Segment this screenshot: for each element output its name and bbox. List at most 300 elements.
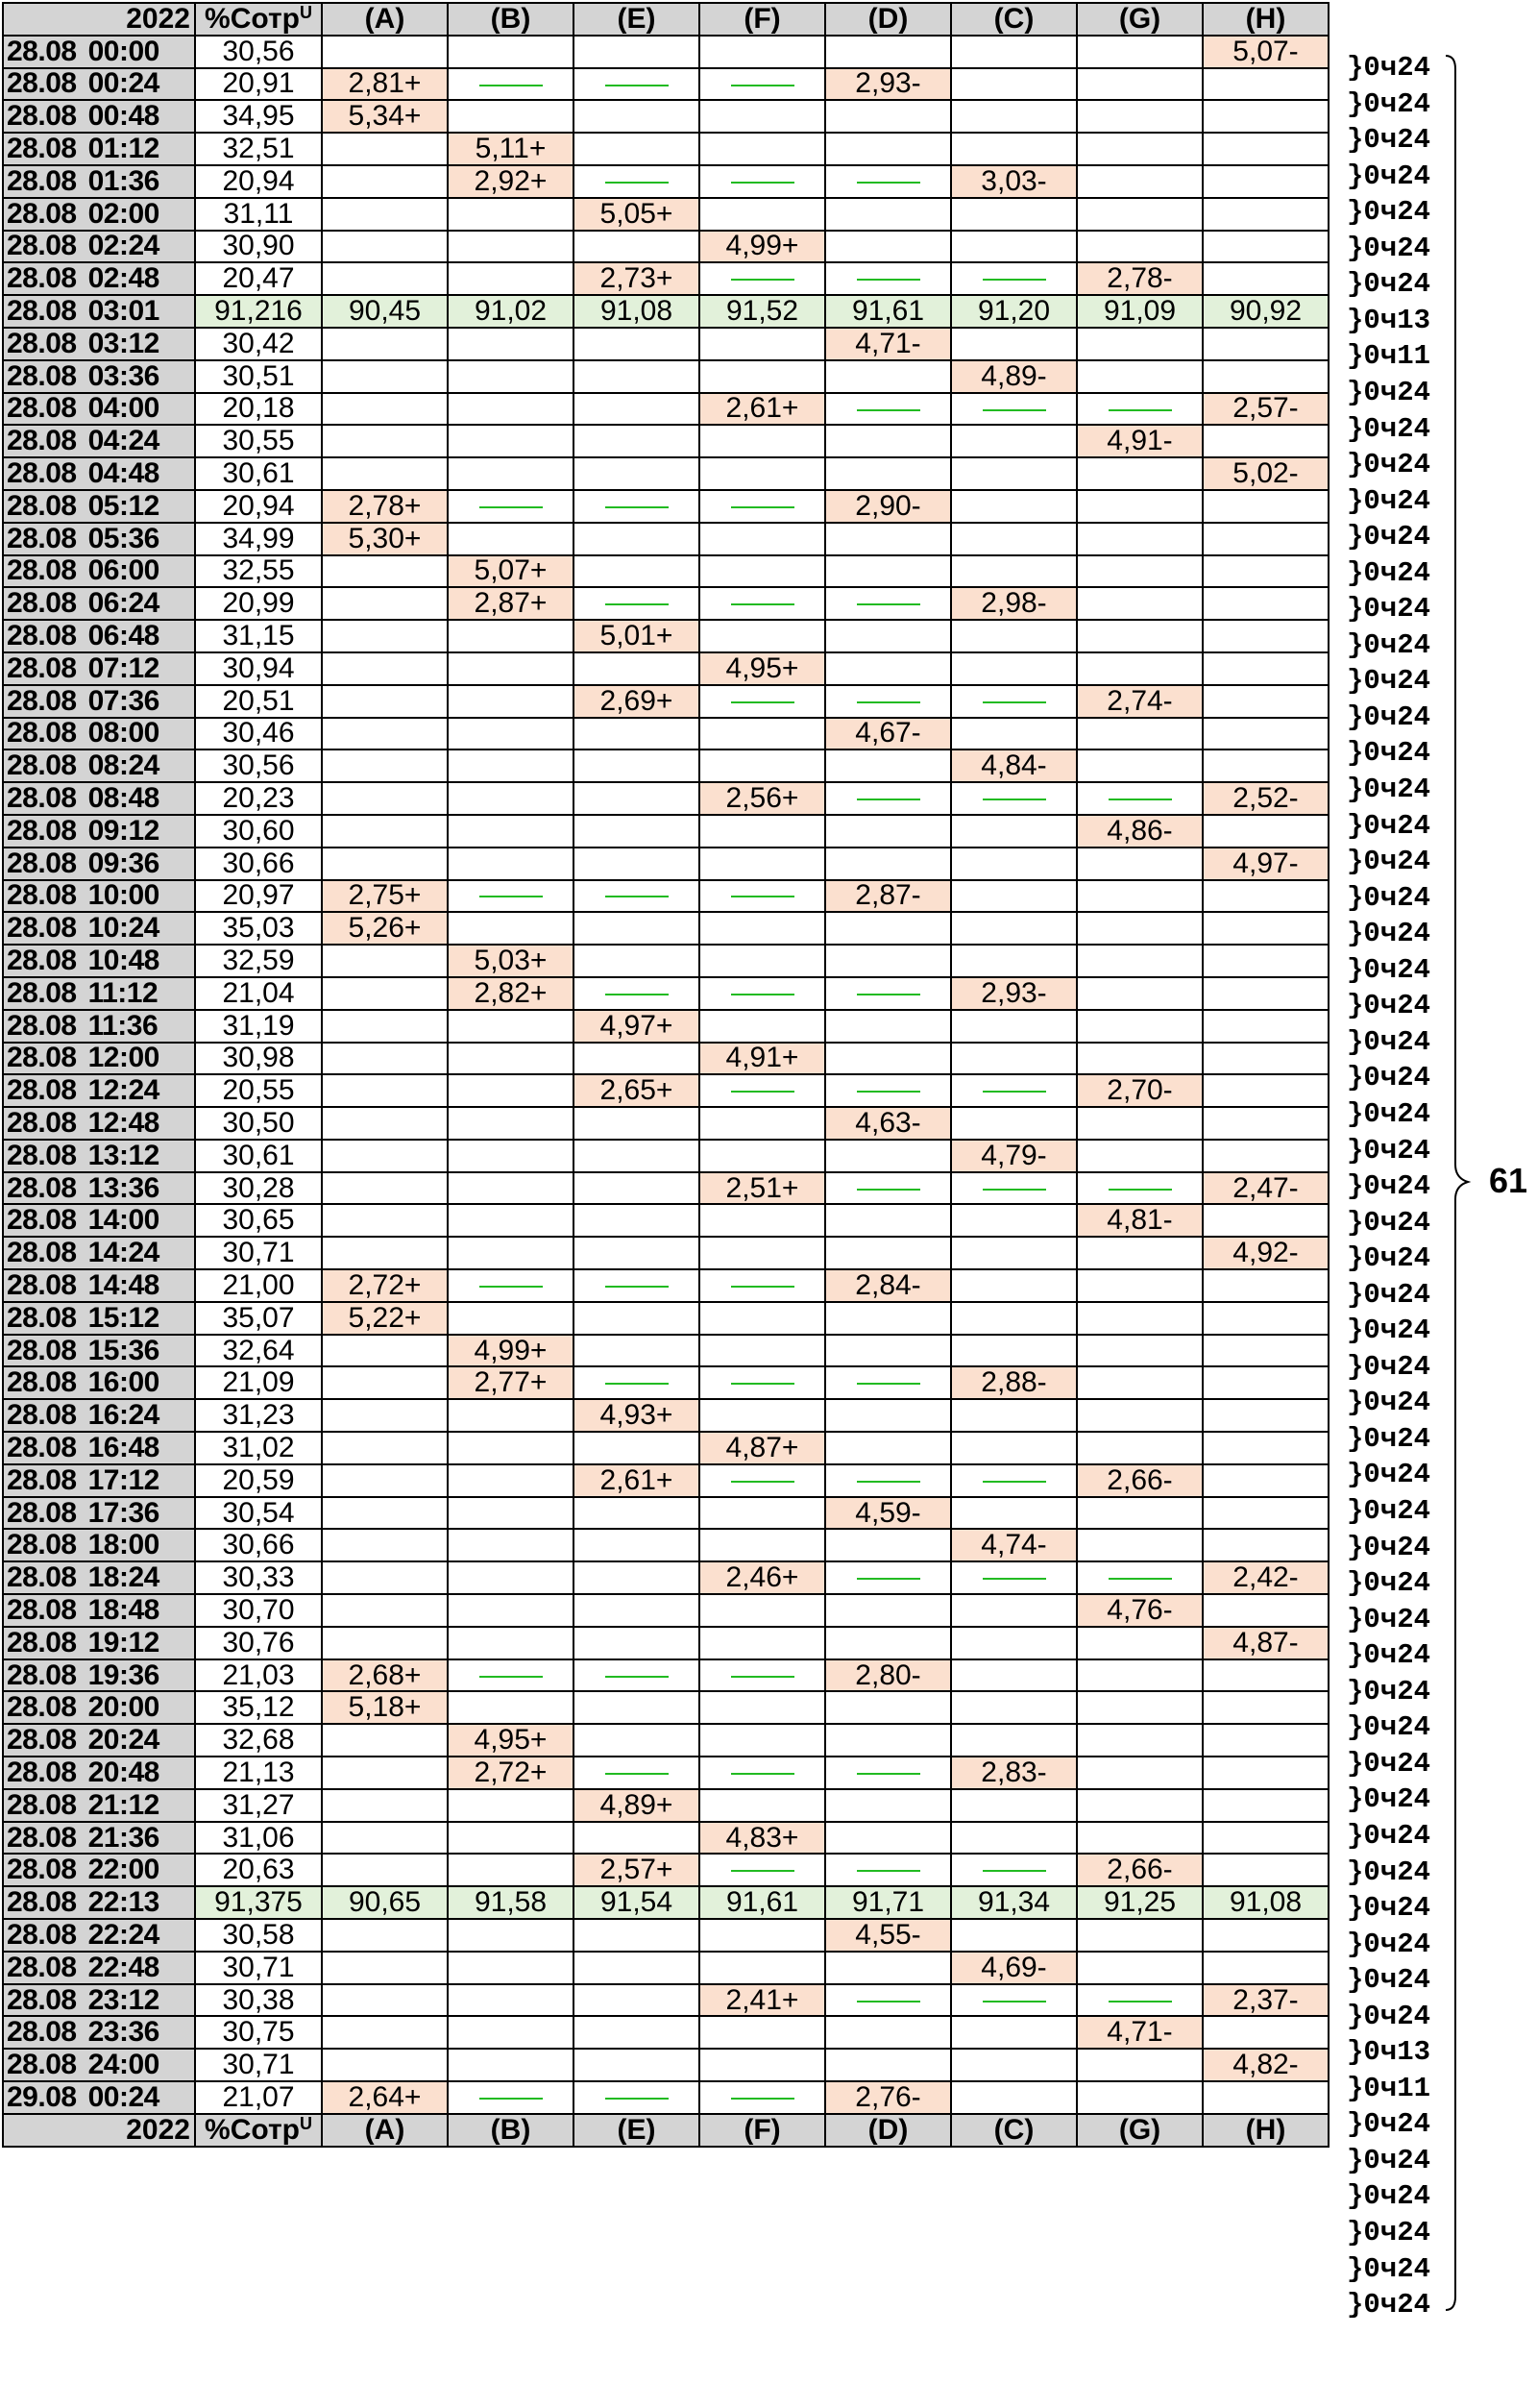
dash-line-icon xyxy=(983,2001,1046,2003)
cell-d xyxy=(825,1464,951,1497)
cell-c xyxy=(951,36,1077,68)
cell-a: 2,81+ xyxy=(322,68,448,101)
cell-h: 2,47- xyxy=(1203,1172,1329,1205)
interval-label: }0ч24 xyxy=(1347,809,1431,842)
cell-a xyxy=(322,1497,448,1530)
cell-f xyxy=(699,1854,825,1886)
cell-g xyxy=(1077,880,1203,913)
cell-d xyxy=(825,1757,951,1789)
cell-g: 2,74- xyxy=(1077,685,1203,718)
cell-a xyxy=(322,457,448,490)
dash-line-icon xyxy=(983,1481,1046,1483)
cell-g xyxy=(1077,68,1203,101)
cell-f xyxy=(699,587,825,620)
cell-e xyxy=(573,360,699,393)
cell-b: 91,58 xyxy=(448,1886,573,1919)
cell-e xyxy=(573,328,699,360)
cell-d xyxy=(825,977,951,1010)
percent-cell: 30,46 xyxy=(195,718,322,750)
cell-h xyxy=(1203,490,1329,523)
cell-c xyxy=(951,1627,1077,1659)
cell-f xyxy=(699,1659,825,1692)
interval-annotations xyxy=(1345,0,1537,2408)
cell-d xyxy=(825,36,951,68)
dash-line-icon xyxy=(983,279,1046,281)
cell-f: 2,56+ xyxy=(699,782,825,815)
timestamp-cell xyxy=(3,1172,195,1205)
column-header-b: (B) xyxy=(448,3,573,36)
cell-h xyxy=(1203,1919,1329,1952)
table-row xyxy=(3,880,1329,913)
cell-b xyxy=(448,262,573,295)
cell-c: 91,20 xyxy=(951,295,1077,328)
cell-b xyxy=(448,198,573,231)
dash-line-icon xyxy=(479,2098,543,2100)
cell-f: 91,61 xyxy=(699,1886,825,1919)
cell-e xyxy=(573,1627,699,1659)
cell-a xyxy=(322,1757,448,1789)
date-text: 28.08 xyxy=(7,2016,77,2049)
cell-e xyxy=(573,1594,699,1627)
cell-d xyxy=(825,100,951,133)
table-row xyxy=(3,848,1329,880)
timestamp-cell xyxy=(3,1366,195,1399)
cell-e: 2,57+ xyxy=(573,1854,699,1886)
cell-h xyxy=(1203,587,1329,620)
time-text: 08:00 xyxy=(87,717,159,749)
cell-b: 5,11+ xyxy=(448,133,573,165)
time-text: 10:24 xyxy=(87,912,159,945)
cell-b xyxy=(448,1919,573,1952)
cell-d xyxy=(825,1366,951,1399)
cell-f xyxy=(699,1789,825,1822)
cell-c xyxy=(951,1854,1077,1886)
cell-h xyxy=(1203,912,1329,945)
cell-e xyxy=(573,587,699,620)
dash-line-icon xyxy=(983,1578,1046,1580)
cell-c xyxy=(951,1561,1077,1594)
date-text: 28.08 xyxy=(7,1886,77,1919)
cell-d xyxy=(825,1399,951,1432)
cell-a: 2,75+ xyxy=(322,880,448,913)
cell-g xyxy=(1077,977,1203,1010)
percent-cell: 91,216 xyxy=(195,295,322,328)
column-header-a: (A) xyxy=(322,3,448,36)
cell-f xyxy=(699,1335,825,1367)
cell-b: 2,87+ xyxy=(448,587,573,620)
cell-f xyxy=(699,523,825,555)
cell-b xyxy=(448,523,573,555)
percent-cell: 21,04 xyxy=(195,977,322,1010)
date-text: 28.08 xyxy=(7,230,77,262)
cell-d xyxy=(825,1172,951,1205)
dash-line-icon xyxy=(857,799,920,800)
timestamp-cell xyxy=(3,295,195,328)
table-row xyxy=(3,523,1329,555)
cell-f xyxy=(699,749,825,782)
cell-g xyxy=(1077,393,1203,426)
date-text: 28.08 xyxy=(7,620,77,652)
cell-d: 2,87- xyxy=(825,880,951,913)
time-text: 07:36 xyxy=(87,684,159,717)
dash-line-icon xyxy=(731,182,794,184)
cell-b xyxy=(448,1074,573,1107)
timestamp-cell xyxy=(3,1237,195,1269)
timestamp-cell xyxy=(3,1302,195,1335)
cell-a xyxy=(322,555,448,588)
dash-line-icon xyxy=(731,2098,794,2100)
table-row xyxy=(3,425,1329,457)
date-text: 28.08 xyxy=(7,847,77,879)
table-row xyxy=(3,1724,1329,1757)
percent-cell: 30,66 xyxy=(195,1529,322,1561)
cell-b: 2,92+ xyxy=(448,165,573,198)
cell-c xyxy=(951,198,1077,231)
column-header-f: (F) xyxy=(699,3,825,36)
cell-g xyxy=(1077,1691,1203,1724)
cell-e xyxy=(573,231,699,263)
cell-c xyxy=(951,1919,1077,1952)
table-row xyxy=(3,165,1329,198)
time-text: 18:24 xyxy=(87,1561,159,1594)
cell-b xyxy=(448,231,573,263)
cell-c xyxy=(951,1107,1077,1140)
column-header-e: (E) xyxy=(573,3,699,36)
dash-line-icon xyxy=(479,1286,543,1288)
date-text: 28.08 xyxy=(7,1919,77,1951)
interval-label: }0ч11 xyxy=(1347,340,1431,373)
time-text: 20:24 xyxy=(87,1724,159,1757)
cell-a xyxy=(322,425,448,457)
cell-g xyxy=(1077,1627,1203,1659)
dash-line-icon xyxy=(983,1091,1046,1093)
cell-e: 91,08 xyxy=(573,295,699,328)
cell-a xyxy=(322,782,448,815)
time-text: 14:00 xyxy=(87,1204,159,1237)
percent-footer xyxy=(195,2114,322,2147)
cell-g xyxy=(1077,490,1203,523)
timestamp-cell xyxy=(3,393,195,426)
cell-g: 91,25 xyxy=(1077,1886,1203,1919)
cell-a xyxy=(322,685,448,718)
interval-label: }0ч24 xyxy=(1347,846,1431,878)
dash-line-icon xyxy=(731,603,794,605)
cell-d xyxy=(825,1594,951,1627)
timestamp-cell xyxy=(3,425,195,457)
cell-c xyxy=(951,782,1077,815)
cell-h: 4,97- xyxy=(1203,848,1329,880)
cell-h xyxy=(1203,1724,1329,1757)
timestamp-cell xyxy=(3,620,195,652)
table-row xyxy=(3,1269,1329,1302)
cell-d xyxy=(825,165,951,198)
time-text: 03:01 xyxy=(87,295,159,328)
table-row xyxy=(3,1302,1329,1335)
header-row xyxy=(3,3,1329,36)
percent-cell: 30,28 xyxy=(195,1172,322,1205)
cell-g xyxy=(1077,1010,1203,1043)
dash-line-icon xyxy=(857,279,920,281)
interval-label: }0ч24 xyxy=(1347,628,1431,661)
cell-f xyxy=(699,620,825,652)
time-text: 12:24 xyxy=(87,1074,159,1107)
cell-b xyxy=(448,815,573,848)
cell-b xyxy=(448,1497,573,1530)
interval-label: }0ч24 xyxy=(1347,881,1431,914)
cell-e xyxy=(573,1691,699,1724)
cell-f xyxy=(699,848,825,880)
cell-h: 2,37- xyxy=(1203,1984,1329,2017)
timestamp-cell xyxy=(3,718,195,750)
cell-b xyxy=(448,100,573,133)
cell-b xyxy=(448,620,573,652)
time-text: 00:48 xyxy=(87,100,159,133)
dash-line-icon xyxy=(605,85,669,86)
interval-label: }0ч24 xyxy=(1347,1531,1431,1563)
percent-cell: 20,63 xyxy=(195,1854,322,1886)
time-text: 08:24 xyxy=(87,749,159,782)
interval-label: }0ч24 xyxy=(1347,1783,1431,1816)
interval-label: }0ч24 xyxy=(1347,1315,1431,1347)
cell-e xyxy=(573,523,699,555)
percent-cell: 32,68 xyxy=(195,1724,322,1757)
interval-label: }0ч24 xyxy=(1347,2000,1431,2032)
cell-a xyxy=(322,1140,448,1172)
table-row xyxy=(3,685,1329,718)
percent-cell: 20,55 xyxy=(195,1074,322,1107)
interval-label: }0ч24 xyxy=(1347,376,1431,408)
cell-b xyxy=(448,880,573,913)
cell-e: 4,89+ xyxy=(573,1789,699,1822)
percent-cell: 20,94 xyxy=(195,490,322,523)
cell-e xyxy=(573,1952,699,1984)
time-text: 22:48 xyxy=(87,1951,159,1983)
cell-h: 5,02- xyxy=(1203,457,1329,490)
percent-header xyxy=(195,3,322,36)
cell-e xyxy=(573,718,699,750)
percent-cell: 20,23 xyxy=(195,782,322,815)
table-row xyxy=(3,1529,1329,1561)
cell-e xyxy=(573,815,699,848)
cell-f: 2,46+ xyxy=(699,1561,825,1594)
cell-c xyxy=(951,2049,1077,2081)
cell-a xyxy=(322,262,448,295)
interval-label: }0ч24 xyxy=(1347,521,1431,553)
timestamp-cell xyxy=(3,523,195,555)
table-row xyxy=(3,1043,1329,1075)
table-row xyxy=(3,945,1329,977)
date-text: 28.08 xyxy=(7,1432,77,1463)
cell-h xyxy=(1203,1594,1329,1627)
percent-cell: 31,06 xyxy=(195,1822,322,1855)
cell-g: 2,70- xyxy=(1077,1074,1203,1107)
table-row xyxy=(3,1172,1329,1205)
cell-g xyxy=(1077,1789,1203,1822)
column-header-g: (G) xyxy=(1077,3,1203,36)
cell-b xyxy=(448,2016,573,2049)
cell-d xyxy=(825,945,951,977)
cell-h xyxy=(1203,1335,1329,1367)
cell-f xyxy=(699,1594,825,1627)
cell-e xyxy=(573,1237,699,1269)
cell-d xyxy=(825,262,951,295)
cell-a: 5,34+ xyxy=(322,100,448,133)
percent-cell: 31,27 xyxy=(195,1789,322,1822)
timestamp-cell xyxy=(3,1010,195,1043)
timestamp-cell xyxy=(3,100,195,133)
cell-g xyxy=(1077,652,1203,685)
cell-c: 3,03- xyxy=(951,165,1077,198)
timestamp-cell xyxy=(3,1497,195,1530)
dash-line-icon xyxy=(731,85,794,86)
percent-cell: 34,95 xyxy=(195,100,322,133)
date-text: 28.08 xyxy=(7,35,77,67)
date-text: 28.08 xyxy=(7,587,77,620)
dash-line-icon xyxy=(479,85,543,86)
date-text: 28.08 xyxy=(7,1821,77,1854)
cell-d xyxy=(825,1691,951,1724)
time-text: 16:48 xyxy=(87,1432,159,1463)
table-row xyxy=(3,1399,1329,1432)
table-row xyxy=(3,231,1329,263)
date-text: 28.08 xyxy=(7,1366,77,1399)
cell-e: 5,05+ xyxy=(573,198,699,231)
date-text: 28.08 xyxy=(7,1724,77,1757)
cell-a xyxy=(322,1822,448,1855)
cell-f: 4,91+ xyxy=(699,1043,825,1075)
cell-e xyxy=(573,1432,699,1464)
time-text: 22:13 xyxy=(87,1886,159,1919)
cell-a xyxy=(322,1432,448,1464)
cell-h xyxy=(1203,620,1329,652)
table-row xyxy=(3,1107,1329,1140)
cell-h xyxy=(1203,1854,1329,1886)
percent-cell: 32,64 xyxy=(195,1335,322,1367)
dash-line-icon xyxy=(1109,799,1172,800)
cell-g xyxy=(1077,2081,1203,2114)
interval-label: }0ч24 xyxy=(1347,1855,1431,1888)
cell-d xyxy=(825,1952,951,1984)
cell-e: 4,93+ xyxy=(573,1399,699,1432)
table-row xyxy=(3,393,1329,426)
time-text: 00:24 xyxy=(87,67,159,100)
cell-a xyxy=(322,620,448,652)
cell-f xyxy=(699,1237,825,1269)
interval-label: }0ч11 xyxy=(1347,2072,1431,2104)
cell-c xyxy=(951,68,1077,101)
timestamp-cell xyxy=(3,1952,195,1984)
cell-h xyxy=(1203,815,1329,848)
date-text: 28.08 xyxy=(7,1463,77,1496)
year-footer: 2022 xyxy=(3,2114,195,2147)
date-text: 28.08 xyxy=(7,1301,77,1334)
table-row xyxy=(3,1335,1329,1367)
dash-line-icon xyxy=(731,1481,794,1483)
cell-g xyxy=(1077,36,1203,68)
cell-g xyxy=(1077,912,1203,945)
cell-c xyxy=(951,133,1077,165)
timestamp-cell xyxy=(3,945,195,977)
cell-g xyxy=(1077,945,1203,977)
cell-h xyxy=(1203,231,1329,263)
cell-c: 4,79- xyxy=(951,1140,1077,1172)
cell-g: 4,86- xyxy=(1077,815,1203,848)
time-text: 10:00 xyxy=(87,879,159,912)
interval-label: }0ч24 xyxy=(1347,953,1431,986)
cell-d: 4,59- xyxy=(825,1497,951,1530)
cell-h: 2,57- xyxy=(1203,393,1329,426)
percent-cell: 20,97 xyxy=(195,880,322,913)
dash-line-icon xyxy=(857,1578,920,1580)
cell-g xyxy=(1077,1984,1203,2017)
cell-e xyxy=(573,1172,699,1205)
cell-a: 2,64+ xyxy=(322,2081,448,2114)
cell-e xyxy=(573,1724,699,1757)
date-text: 28.08 xyxy=(7,295,77,328)
interval-label: }0ч24 xyxy=(1347,1819,1431,1852)
time-text: 14:48 xyxy=(87,1269,159,1301)
percent-cell: 30,60 xyxy=(195,815,322,848)
percent-cell: 20,91 xyxy=(195,68,322,101)
timestamp-cell xyxy=(3,1691,195,1724)
date-text: 28.08 xyxy=(7,912,77,945)
cell-d: 2,76- xyxy=(825,2081,951,2114)
dash-line-icon xyxy=(857,603,920,605)
cell-e: 2,73+ xyxy=(573,262,699,295)
cell-c xyxy=(951,231,1077,263)
timestamp-cell xyxy=(3,912,195,945)
cell-g xyxy=(1077,620,1203,652)
schedule-table xyxy=(2,2,1330,2148)
percent-cell: 35,03 xyxy=(195,912,322,945)
cell-a xyxy=(322,1724,448,1757)
time-text: 00:24 xyxy=(87,2081,159,2113)
cell-a xyxy=(322,36,448,68)
cell-f xyxy=(699,2049,825,2081)
cell-g xyxy=(1077,1172,1203,1205)
interval-label: }0ч24 xyxy=(1347,2289,1431,2322)
dash-line-icon xyxy=(731,1773,794,1775)
cell-e xyxy=(573,133,699,165)
dash-line-icon xyxy=(731,896,794,897)
dash-line-icon xyxy=(983,701,1046,703)
date-text: 28.08 xyxy=(7,1074,77,1107)
interval-label: }0ч24 xyxy=(1347,1892,1431,1925)
cell-g: 4,91- xyxy=(1077,425,1203,457)
cell-b xyxy=(448,1594,573,1627)
cell-b xyxy=(448,490,573,523)
cell-e xyxy=(573,1919,699,1952)
time-text: 06:00 xyxy=(87,554,159,587)
percent-cell: 20,94 xyxy=(195,165,322,198)
percent-cell: 30,90 xyxy=(195,231,322,263)
cell-b xyxy=(448,1399,573,1432)
cell-g xyxy=(1077,231,1203,263)
timestamp-cell xyxy=(3,1757,195,1789)
interval-label: }0ч24 xyxy=(1347,1964,1431,1997)
cell-e xyxy=(573,1659,699,1692)
dash-line-icon xyxy=(1109,2001,1172,2003)
cell-d xyxy=(825,1302,951,1335)
cell-e xyxy=(573,977,699,1010)
cell-b xyxy=(448,1140,573,1172)
cell-h xyxy=(1203,945,1329,977)
date-text: 28.08 xyxy=(7,749,77,782)
cell-g: 4,76- xyxy=(1077,1594,1203,1627)
timestamp-cell xyxy=(3,1464,195,1497)
timestamp-cell xyxy=(3,1107,195,1140)
cell-b xyxy=(448,360,573,393)
